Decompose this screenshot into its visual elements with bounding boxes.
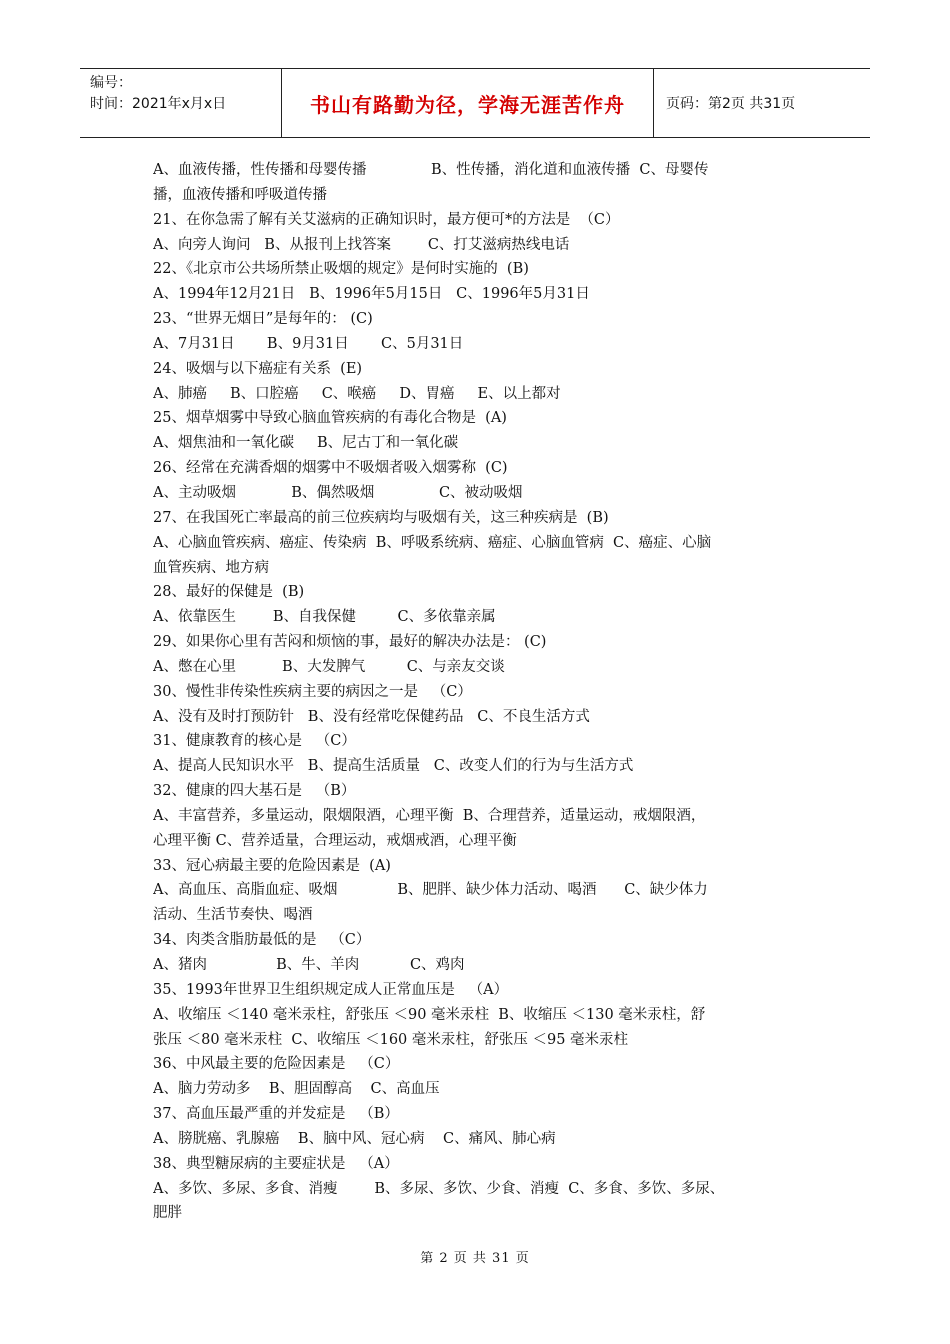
text-line: 38、典型糖尿病的主要症状是 （A） xyxy=(153,1155,399,1172)
text-line: A、烟焦油和一氧化碳 B、尼古丁和一氧化碳 xyxy=(153,435,459,452)
text-line: A、收缩压 ＜140 毫米汞柱，舒张压 ＜90 毫米汞柱 B、收缩压 ＜130 毫米汞柱，舒 xyxy=(153,1006,706,1023)
text-line: 37、高血压最严重的并发症是 （B） xyxy=(153,1106,399,1123)
text-line: A、依靠医生 B、自我保健 C、多依靠亲属 xyxy=(153,609,496,626)
text-line: 34、肉类含脂肪最低的是 （C） xyxy=(153,932,371,949)
text-line: A、憋在心里 B、大发脾气 C、与亲友交谈 xyxy=(153,658,505,675)
text-line: 心理平衡 C、营养适量，合理运动，戒烟戒酒，心理平衡 xyxy=(153,832,517,849)
text-line: A、膀胱癌、乳腺癌 B、脑中风、冠心病 C、痛风、肺心病 xyxy=(153,1130,556,1147)
text-line: A、血液传播，性传播和母婴传播 B、性传播，消化道和血液传播 C、母婴传 xyxy=(153,162,709,178)
header-page-cell xyxy=(654,69,870,137)
text-line: A、没有及时打预防针 B、没有经常吃保健药品 C、不良生活方式 xyxy=(153,708,590,725)
text-line: A、猪肉 B、牛、羊肉 C、鸡肉 xyxy=(153,957,465,973)
text-line: A、1994年12月21日 B、1996年5月15日 C、1996年5月31日 xyxy=(153,286,590,303)
text-line: A、心脑血管疾病、癌症、传染病 B、呼吸系统病、癌症、心脑血管病 C、癌症、心脑 xyxy=(153,534,712,551)
text-line: 27、在我国死亡率最高的前三位疾病均与吸烟有关，这三种疾病是 (B) xyxy=(153,509,609,526)
document-body xyxy=(153,158,813,1226)
text-line: 活动、生活节奏快、喝酒 xyxy=(153,907,313,924)
text-line: 肥胖 xyxy=(153,1205,182,1222)
text-line: 36、中风最主要的危险因素是 （C） xyxy=(153,1056,400,1073)
text-line: A、丰富营养，多量运动，限烟限酒，心理平衡 B、合理营养，适量运动，戒烟限酒， xyxy=(153,807,706,824)
text-line: A、高血压、高脂血症、吸烟 B、肥胖、缺少体力活动、喝酒 C、缺少体力 xyxy=(153,882,708,899)
text-line: 35、1993年世界卫生组织规定成人正常血压是 （A） xyxy=(153,981,509,998)
text-line: 播，血液传播和呼吸道传播 xyxy=(153,186,327,203)
motto-text: 书山有路勤为径，学海无涯苦作舟 xyxy=(310,92,625,117)
text-line: 25、烟草烟雾中导致心脑血管疾病的有毒化合物是 (A) xyxy=(153,410,507,427)
header-motto-cell xyxy=(282,69,654,137)
text-line: 28、最好的保健是 (B) xyxy=(153,584,305,601)
text-line: A、多饮、多尿、多食、消瘦 B、多尿、多饮、少食、消瘦 C、多食、多饮、多尿、 xyxy=(153,1180,725,1197)
text-line: 30、慢性非传染性疾病主要的病因之一是 （C） xyxy=(153,683,472,700)
text-line: A、肺癌 B、口腔癌 C、喉癌 D、胃癌 E、以上都对 xyxy=(153,385,561,402)
text-line: 张压 ＜80 毫米汞柱 C、收缩压 ＜160 毫米汞柱，舒张压 ＜95 毫米汞柱 xyxy=(153,1031,629,1048)
text-line: 23、“世界无烟日”是每年的： (C) xyxy=(153,311,373,328)
text-line: 24、吸烟与以下癌症有关系 (E) xyxy=(153,360,363,377)
number-label: 编号： xyxy=(90,75,132,91)
page-header xyxy=(80,68,870,138)
text-line: A、主动吸烟 B、偶然吸烟 C、被动吸烟 xyxy=(153,484,523,501)
text-line: 22、《北京市公共场所禁止吸烟的规定》是何时实施的 (B) xyxy=(153,261,529,278)
page-label: 页码：第2页 共31页 xyxy=(666,96,796,112)
text-line: 33、冠心病最主要的危险因素是 (A) xyxy=(153,857,391,874)
text-line: A、脑力劳动多 B、胆固醇高 C、高血压 xyxy=(153,1081,440,1098)
text-line: A、向旁人询问 B、从报刊上找答案 C、打艾滋病热线电话 xyxy=(153,236,570,253)
time-label: 时间：2021年x月x日 xyxy=(90,96,227,112)
page-footer: 第 2 页 共 31 页 xyxy=(420,1251,530,1266)
text-line: A、7月31日 B、9月31日 C、5月31日 xyxy=(153,335,464,352)
text-line: 26、经常在充满香烟的烟雾中不吸烟者吸入烟雾称 (C) xyxy=(153,460,508,477)
text-line: 31、健康教育的核心是 （C） xyxy=(153,733,356,750)
text-line: A、提高人民知识水平 B、提高生活质量 C、改变人们的行为与生活方式 xyxy=(153,758,634,775)
text-line: 29、如果你心里有苦闷和烦恼的事，最好的解决办法是： (C) xyxy=(153,634,547,651)
header-left-cell xyxy=(80,69,282,137)
text-line: 21、在你急需了解有关艾滋病的正确知识时，最方便可*的方法是 （C） xyxy=(153,211,620,228)
text-line: 血管疾病、地方病 xyxy=(153,559,269,576)
text-line: 32、健康的四大基石是 （B） xyxy=(153,783,356,800)
